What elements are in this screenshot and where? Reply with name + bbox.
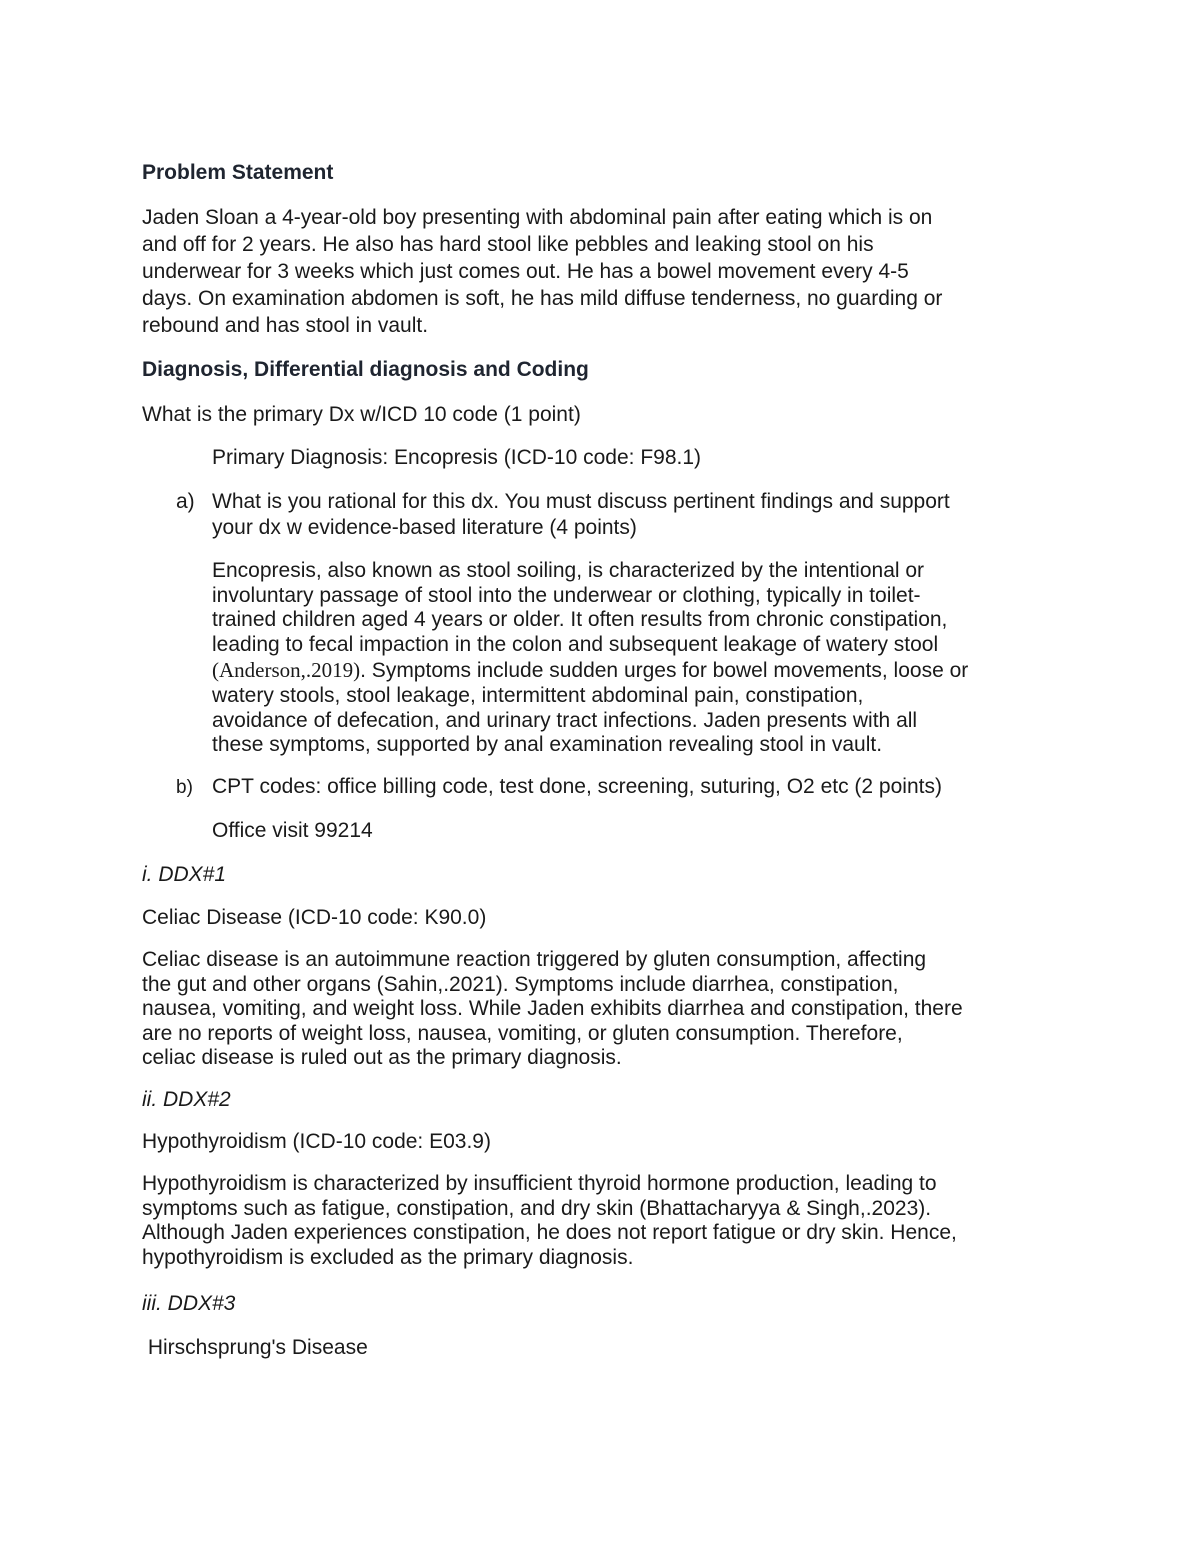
text-line: are no reports of weight loss, nausea, vomiting, or gluten consumption. Therefore, [142, 1021, 903, 1045]
ddx3-title: Hirschsprung's Disease [142, 1336, 368, 1359]
ddx1-title: Celiac Disease (ICD-10 code: K90.0) [142, 906, 487, 929]
text-line: the gut and other organs (Sahin,.2021). Symptoms include diarrhea, constipation, [142, 972, 899, 996]
text-line [212, 657, 968, 684]
text-line: Encopresis, also known as stool soiling, is characterized by the intentional or [212, 559, 925, 582]
text-line: Jaden Sloan a 4-year-old boy presenting with abdominal pain after eating which is on [142, 206, 933, 229]
text-line: symptoms such as fatigue, constipation, and dry skin (Bhattacharyya & Singh,.2023). [142, 1196, 932, 1220]
text-line: hypothyroidism is excluded as the primary diagnosis. [142, 1245, 634, 1269]
primary-dx-question: What is the primary Dx w/ICD 10 code (1 point) [142, 403, 581, 426]
ddx1-body [142, 948, 963, 1071]
citation: (Anderson,.2019) [212, 658, 361, 682]
ddx2-body [142, 1172, 957, 1270]
text-line: trained children aged 4 years or older. It often results from chronic constipation, [212, 608, 948, 631]
text-run: . Symptoms include sudden urges for bowel movements, loose or [360, 659, 969, 682]
ddx3-label: iii. DDX#3 [142, 1292, 236, 1315]
text-line: Although Jaden experiences constipation, he does not report fatigue or dry skin. Hence, [142, 1221, 957, 1244]
text-line: these symptoms, supported by anal examination revealing stool in vault. [212, 733, 883, 756]
text-line: avoidance of defecation, and urinary tract infections. Jaden presents with all [212, 708, 918, 732]
text-line: celiac disease is ruled out as the primary diagnosis. [142, 1046, 622, 1069]
text-line: rebound and has stool in vault. [142, 314, 429, 337]
item-b-question: CPT codes: office billing code, test done, screening, suturing, O2 etc (2 points) [212, 775, 942, 798]
text-line: What is you rational for this dx. You must discuss pertinent findings and support [212, 490, 950, 513]
text-line: and off for 2 years. He also has hard stool like pebbles and leaking stool on his [142, 233, 874, 256]
item-a-question [212, 489, 950, 541]
text-line: days. On examination abdomen is soft, he has mild diffuse tenderness, no guarding or [142, 287, 943, 310]
ddx1-label: i. DDX#1 [142, 863, 227, 886]
text-line: underwear for 3 weeks which just comes out. He has a bowel movement every 4-5 [142, 260, 909, 283]
item-a-answer [212, 559, 968, 758]
primary-diagnosis: Primary Diagnosis: Encopresis (ICD-10 code: F98.1) [212, 446, 702, 469]
list-marker-a: a) [176, 490, 195, 513]
text-line: leading to fecal impaction in the colon and subsequent leakage of watery stool [212, 632, 939, 656]
text-line: nausea, vomiting, and weight loss. While Jaden exhibits diarrhea and constipation, there [142, 997, 963, 1020]
text-line: involuntary passage of stool into the underwear or clothing, typically in toilet- [212, 583, 921, 607]
diagnosis-heading: Diagnosis, Differential diagnosis and Coding [142, 358, 589, 381]
ddx2-title: Hypothyroidism (ICD-10 code: E03.9) [142, 1130, 491, 1153]
problem-statement-body [142, 204, 942, 339]
text-line: watery stools, stool leakage, intermittent abdominal pain, constipation, [212, 684, 864, 707]
text-line: your dx w evidence-based literature (4 points) [212, 516, 637, 539]
ddx2-label: ii. DDX#2 [142, 1088, 231, 1111]
item-b-answer: Office visit 99214 [212, 819, 373, 842]
list-marker-b: b) [176, 777, 193, 798]
text-line: Celiac disease is an autoimmune reaction triggered by gluten consumption, affecting [142, 948, 927, 971]
problem-statement-heading: Problem Statement [142, 161, 334, 184]
text-line: Hypothyroidism is characterized by insufficient thyroid hormone production, leading to [142, 1172, 937, 1195]
